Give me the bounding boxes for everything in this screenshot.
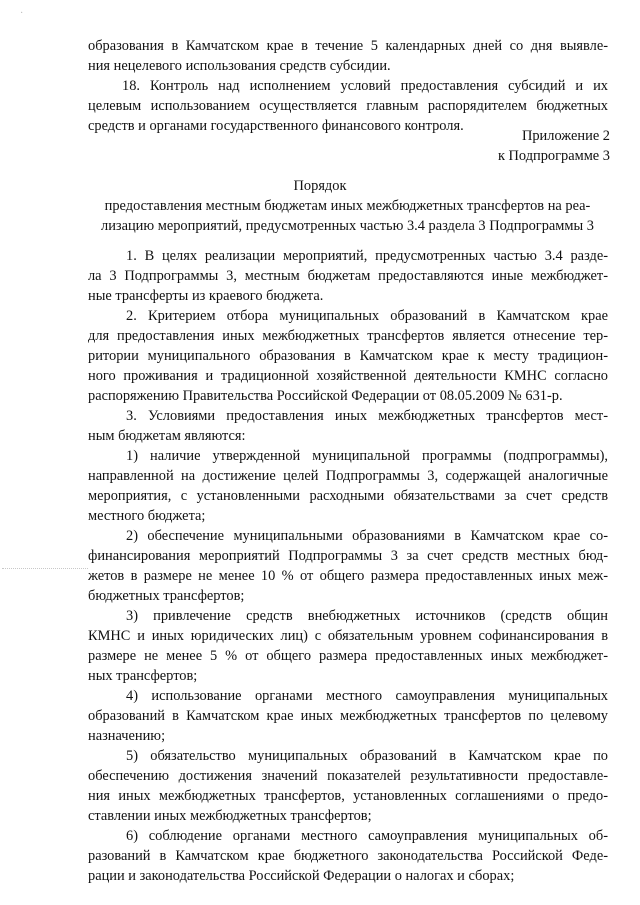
condition-2 — [88, 526, 608, 606]
condition-3 — [88, 606, 608, 686]
text-line: образования в Камчатском крае в течение 5 календарных дней со дня выявле- — [88, 38, 608, 54]
text-line: распоряжению Правительства Российской Федерации от 08.05.2009 № 631-р. — [88, 388, 563, 404]
text-line: 5) обязательство муниципальных образований в Камчатском крае по — [126, 748, 608, 764]
scan-artifact-line — [2, 568, 88, 571]
text-line: 6) соблюдение органами местного самоуправления муниципальных об- — [126, 828, 608, 844]
text-line: 2) обеспечение муниципальными образованиями в Камчатском крае со- — [126, 528, 608, 544]
condition-6 — [88, 826, 608, 886]
text-line: 3. Условиями предоставления иных межбюджетных трансфертов мест- — [126, 408, 608, 424]
condition-4 — [88, 686, 608, 746]
condition-5 — [88, 746, 608, 826]
subtitle-line: предоставления местным бюджетам иных межбюджетных трансфертов на реа- — [104, 198, 591, 214]
text-line: 1) наличие утвержденной муниципальной программы (подпрограммы), — [126, 448, 608, 464]
text-line: бюджетных трансфертов; — [88, 588, 245, 604]
text-line: ного проживания и традиционной хозяйственной деятельности КМНС согласно — [88, 368, 608, 384]
text-line: 4) использование органами местного самоуправления муниципальных — [126, 688, 608, 704]
paragraph-1 — [88, 246, 608, 306]
appendix-subprogram: к Подпрограмме 3 — [497, 148, 610, 164]
text-line: ные трансферты из краевого бюджета. — [88, 288, 324, 304]
text-line: целевым использованием осуществляется главным распорядителем бюджетных — [88, 98, 608, 114]
text-line: направленной на достижение целей Подпрограммы 3, содержащей аналогичные — [88, 468, 608, 484]
condition-1 — [88, 446, 608, 526]
text-line: ния нецелевого использования средств субсидии. — [88, 58, 391, 74]
text-line: мероприятия, с установленными расходными обязательствами за счет средств — [88, 488, 608, 504]
text-line: ла 3 Подпрограммы 3, местным бюджетам предоставляются иные межбюджет- — [88, 268, 608, 284]
text-line: ставлении иных межбюджетных трансфертов; — [88, 808, 372, 824]
subtitle-line: лизацию мероприятий, предусмотренных частью 3.4 раздела 3 Подпрограммы 3 — [101, 218, 594, 234]
appendix-number: Приложение 2 — [521, 128, 610, 144]
text-line: ритории муниципального образования в Камчатском крае к месту традицион- — [88, 348, 608, 364]
text-line: для предоставления иных межбюджетных трансфертов является отнесение тер- — [88, 328, 608, 344]
text-line: жетов в размере не менее 10 % от общего размера предоставленных иных меж- — [88, 568, 608, 584]
text-line: рации и законодательства Российской Федерации о налогах и сборах; — [88, 868, 515, 884]
text-line: обеспечению достижения значений показателей результативности предоставле- — [88, 768, 608, 784]
text-line: ния иных межбюджетных трансфертов, установленных соглашениями о предо- — [88, 788, 608, 804]
text-line: 18. Контроль над исполнением условий предоставления субсидий и их — [122, 78, 608, 94]
document-subtitle — [80, 196, 615, 236]
text-line: размере не менее 5 % от общего размера предоставленных иных межбюджет- — [88, 648, 608, 664]
text-line: ным бюджетам являются: — [88, 428, 246, 444]
text-line: образований в Камчатском крае иных межбюджетных трансфертов по целевому — [88, 708, 608, 724]
text-line: 2. Критерием отбора муниципальных образований в Камчатском крае — [126, 308, 608, 324]
text-line: 3) привлечение средств внебюджетных источников (средств общин — [126, 608, 608, 624]
document-title: Порядок — [293, 178, 347, 194]
text-line: назначению; — [88, 728, 166, 744]
scan-corner-mark: · — [20, 8, 24, 19]
text-line: разований в Камчатском крае бюджетного законодательства Российской Феде- — [88, 848, 608, 864]
appendix-reference — [350, 126, 610, 166]
paragraph-3 — [88, 406, 608, 446]
paragraph-top — [88, 36, 608, 76]
text-line: 1. В целях реализации мероприятий, предусмотренных частью 3.4 разде- — [126, 248, 608, 264]
text-line: средств и органами государственного финансового контроля. — [88, 118, 464, 134]
text-line: ных трансфертов; — [88, 668, 198, 684]
text-line: финансирования мероприятий Подпрограммы 3 за счет средств местных бюд- — [88, 548, 608, 564]
paragraph-2 — [88, 306, 608, 406]
text-line: КМНС и иных юридических лиц) с обязательным уровнем софинансирования в — [88, 628, 608, 644]
text-line: местного бюджета; — [88, 508, 206, 524]
